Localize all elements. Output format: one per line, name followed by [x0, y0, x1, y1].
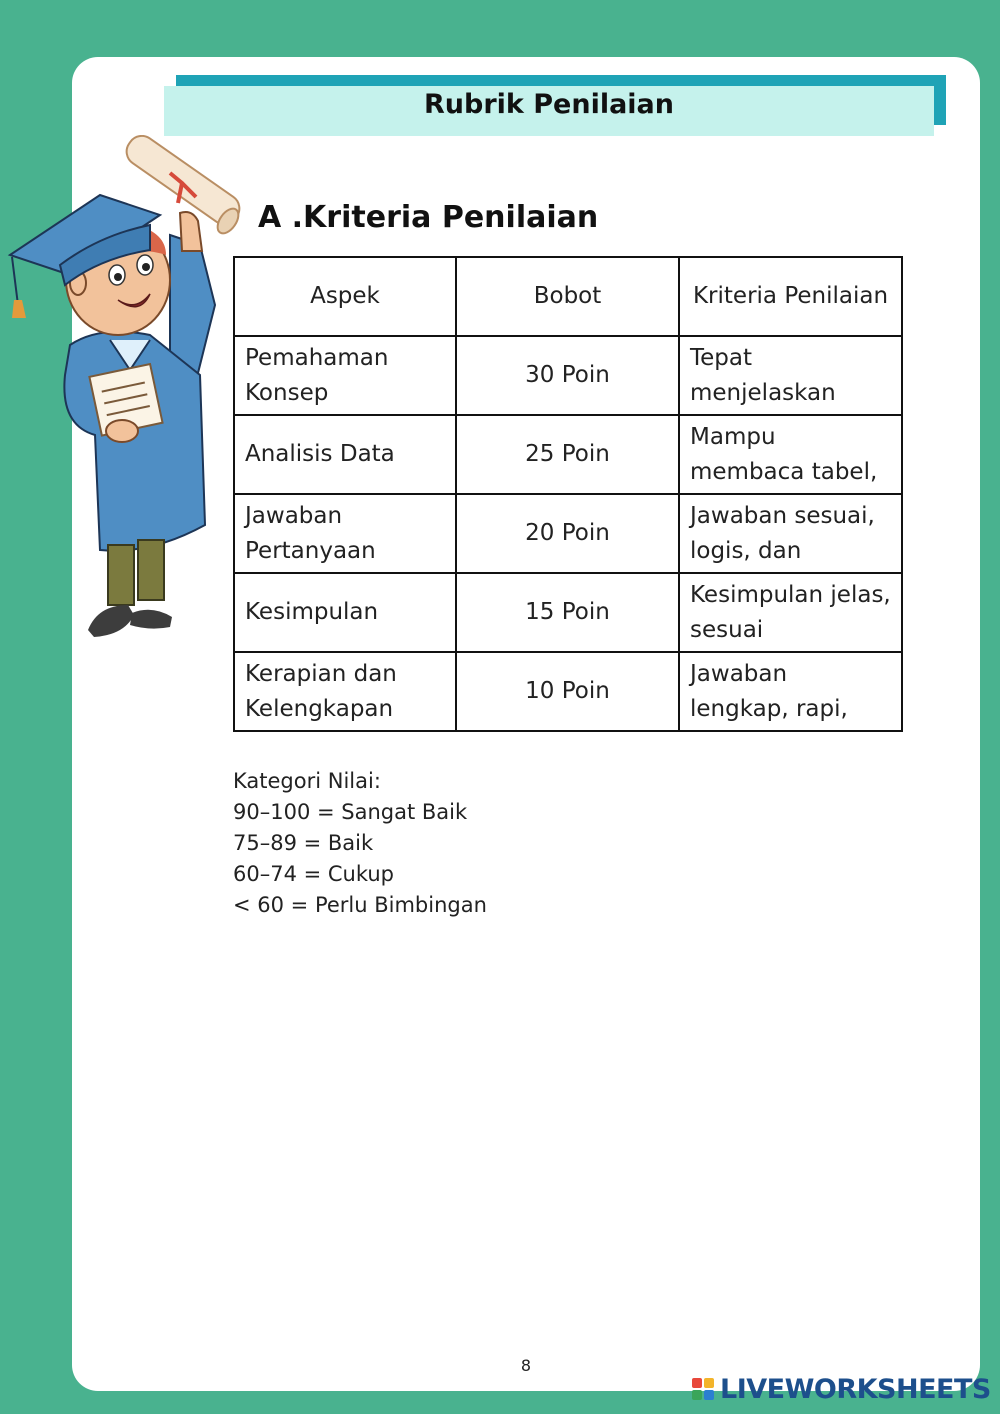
cell-kriteria: Mampu membaca tabel,: [679, 415, 902, 494]
cell-aspek: Jawaban Pertanyaan: [234, 494, 456, 573]
category-item: < 60 = Perlu Bimbingan: [233, 893, 487, 917]
table-row: [234, 494, 902, 573]
cell-bobot: 20 Poin: [456, 494, 679, 573]
cell-kriteria: Kesimpulan jelas, sesuai: [679, 573, 902, 652]
table-row: [234, 573, 902, 652]
table-header-row: [234, 257, 902, 336]
liveworksheets-logo[interactable]: [692, 1372, 991, 1406]
page-title: Rubrik Penilaian: [423, 88, 674, 120]
cell-bobot: 30 Poin: [456, 336, 679, 415]
cell-aspek: Pemahaman Konsep: [234, 336, 456, 415]
table-row: [234, 652, 902, 731]
liveworksheets-mark-icon: [692, 1378, 714, 1400]
graduate-kid-illustration: [0, 135, 250, 645]
cell-aspek: Kerapian dan Kelengkapan: [234, 652, 456, 731]
table-row: [234, 415, 902, 494]
cell-aspek: Analisis Data: [234, 415, 456, 494]
rubric-table: [233, 256, 903, 732]
page-number: 8: [520, 1356, 532, 1375]
grade-categories: [233, 766, 487, 921]
cell-kriteria: Jawaban sesuai, logis, dan: [679, 494, 902, 573]
cell-kriteria: Jawaban lengkap, rapi,: [679, 652, 902, 731]
category-item: 90–100 = Sangat Baik: [233, 800, 468, 824]
header-kriteria: Kriteria Penilaian: [679, 257, 902, 336]
title-banner: [164, 86, 934, 136]
table-row: [234, 336, 902, 415]
header-bobot: Bobot: [456, 257, 679, 336]
cell-bobot: 25 Poin: [456, 415, 679, 494]
section-title: A .Kriteria Penilaian: [258, 200, 599, 235]
category-item: 75–89 = Baik: [233, 831, 374, 855]
category-item: 60–74 = Cukup: [233, 862, 395, 886]
cell-bobot: 10 Poin: [456, 652, 679, 731]
header-aspek: Aspek: [234, 257, 456, 336]
brand-name: LIVEWORKSHEETS: [720, 1373, 991, 1405]
categories-title: Kategori Nilai:: [233, 769, 381, 793]
cell-aspek: Kesimpulan: [234, 573, 456, 652]
cell-kriteria: Tepat menjelaskan: [679, 336, 902, 415]
cell-bobot: 15 Poin: [456, 573, 679, 652]
